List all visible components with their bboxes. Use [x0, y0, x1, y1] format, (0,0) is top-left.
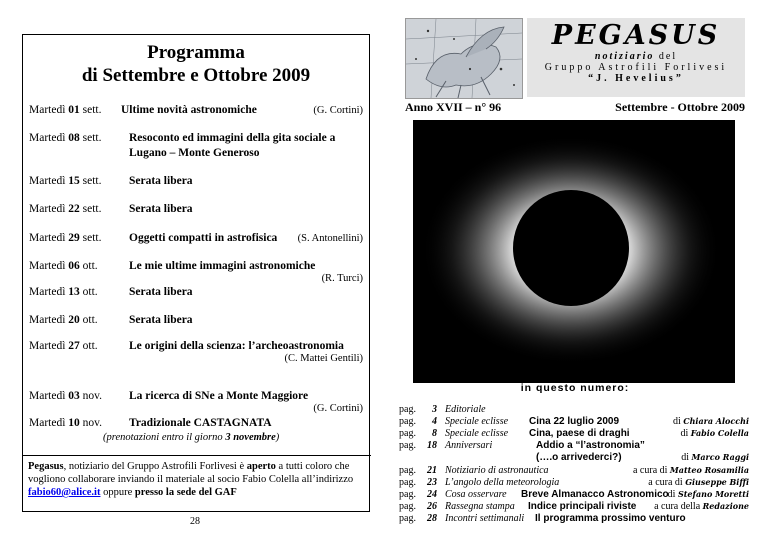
solar-eclipse-image — [413, 120, 735, 383]
toc-section: Notiziario di astronautica — [445, 465, 549, 476]
event-month: nov. — [82, 417, 103, 429]
event-date: 15 — [68, 175, 80, 187]
event-row — [29, 104, 363, 116]
box-bold-3: presso la sede del GAF — [134, 487, 237, 498]
toc-author-name: Stefano Moretti — [677, 489, 749, 499]
note-date: 3 novembre — [225, 432, 276, 443]
toc-author-prefix: a cura di — [648, 477, 686, 488]
toc-author-prefix: di — [680, 428, 691, 439]
event-title: Serata libera — [129, 314, 193, 326]
event-row — [29, 232, 363, 244]
toc-pag: pag. — [399, 440, 416, 451]
event-day: Martedì — [29, 260, 66, 272]
page-number: 28 — [190, 516, 200, 527]
eclipse-photo — [413, 120, 735, 383]
title-line-1: Programma — [147, 42, 245, 63]
masthead-line-2: Gruppo Astrofili Forlivesi — [544, 62, 728, 73]
box-text-1: , notiziario del Gruppo Astrofili Forlivesi è — [63, 461, 247, 472]
toc-title: Indice principali riviste — [528, 501, 637, 512]
event-month: sett. — [82, 132, 102, 144]
toc-pag: pag. — [399, 416, 416, 427]
toc-author-name: Fabio Colella — [690, 428, 749, 438]
box-bold-1: Pegasus — [28, 461, 64, 472]
event-month: nov. — [82, 390, 103, 402]
event-speaker: (C. Mattei Gentili) — [284, 353, 363, 364]
masthead-del: del — [654, 51, 678, 62]
event-row — [29, 260, 363, 284]
masthead-notiziario: notiziario — [594, 51, 655, 62]
toc-page-number: 21 — [427, 465, 437, 476]
toc-row — [399, 489, 749, 501]
toc-title: Addio a “l’astronomia” — [536, 440, 645, 451]
event-day: Martedì — [29, 340, 66, 352]
event-title: Resoconto ed immagini della gita sociale a — [129, 132, 336, 144]
toc-author-prefix: a cura di — [632, 465, 670, 476]
toc-section: L’angolo della meteorologia — [445, 477, 560, 488]
event-day: Martedì — [29, 286, 66, 298]
email-link[interactable]: fabio60@alice.it — [28, 487, 101, 498]
event-title: La ricerca di SNe a Monte Maggiore — [129, 390, 309, 402]
event-day: Martedì — [29, 390, 66, 402]
toc-author-name: Giuseppe Biffi — [685, 477, 749, 487]
event-row — [29, 132, 363, 159]
issue-period: Settembre - Ottobre 2009 — [615, 100, 745, 114]
toc-title-cont: (….o arrivederci?) — [536, 452, 622, 463]
booking-note — [103, 432, 279, 443]
program-frame — [22, 34, 370, 512]
event-day: Martedì — [29, 132, 66, 144]
event-title: Oggetti compatti in astrofisica — [129, 232, 278, 244]
toc-pag: pag. — [399, 404, 416, 415]
event-speaker: (G. Cortini) — [313, 403, 363, 414]
event-title-cont: Lugano – Monte Generoso — [129, 147, 260, 159]
toc-author — [681, 452, 749, 463]
toc-pag: pag. — [399, 489, 416, 500]
toc-page-number: 28 — [427, 513, 437, 524]
toc-title: Breve Almanacco Astronomico — [521, 489, 669, 500]
pegasus-constellation-icon — [406, 19, 522, 98]
toc-author — [654, 501, 749, 512]
event-month: sett. — [82, 175, 102, 187]
event-row — [29, 286, 363, 298]
toc-page-number: 3 — [432, 404, 437, 415]
event-date: 06 — [68, 260, 80, 272]
event-month: ott. — [82, 340, 98, 352]
event-month: ott. — [82, 260, 98, 272]
event-date: 20 — [68, 314, 80, 326]
toc-row — [399, 465, 749, 477]
box-text-2: a tutti coloro che vogliono collaborare inviando il materiale al socio Fabio Colella all’indirizzo — [28, 461, 354, 485]
toc-page-number: 8 — [432, 428, 437, 439]
toc-section: Incontri settimanali — [445, 513, 525, 524]
issue-bar — [405, 100, 745, 115]
event-title: Ultime novità astronomiche — [121, 104, 257, 116]
event-row — [29, 417, 363, 429]
toc-pag: pag. — [399, 513, 416, 524]
toc-page-number: 26 — [427, 501, 437, 512]
event-date: 13 — [68, 286, 80, 298]
event-title: Serata libera — [129, 175, 193, 187]
toc-pag: pag. — [399, 465, 416, 476]
newsletter-title: PEGASUS — [551, 20, 721, 51]
toc-row — [399, 477, 749, 489]
toc-title: Il programma prossimo venturo — [535, 513, 686, 524]
toc-row — [399, 404, 749, 416]
event-date: 29 — [68, 232, 80, 244]
event-month: sett. — [82, 104, 102, 116]
event-date: 01 — [68, 104, 80, 116]
in-this-issue-heading: in questo numero: — [520, 382, 630, 394]
event-row — [29, 175, 363, 187]
event-row — [29, 340, 363, 364]
toc-section: Speciale eclisse — [445, 416, 509, 427]
toc-title: Cina, paese di draghi — [529, 428, 630, 439]
toc-author-name: Chiara Alocchi — [683, 416, 749, 426]
toc-row — [399, 428, 749, 440]
event-row — [29, 203, 363, 215]
program-title — [23, 41, 369, 87]
event-day: Martedì — [29, 175, 66, 187]
event-row — [29, 314, 363, 326]
toc-author — [648, 477, 749, 488]
toc-page-number: 23 — [427, 477, 437, 488]
event-month: ott. — [82, 314, 98, 326]
event-date: 03 — [68, 390, 80, 402]
event-title: Serata libera — [129, 286, 193, 298]
toc-pag: pag. — [399, 501, 416, 512]
toc-page-number: 18 — [427, 440, 437, 451]
toc-author — [668, 489, 749, 500]
event-title: Serata libera — [129, 203, 193, 215]
event-day: Martedì — [29, 104, 66, 116]
toc-author — [633, 465, 749, 476]
note-text-end: ) — [275, 432, 280, 443]
toc-author-prefix: a cura della — [654, 501, 703, 512]
toc-author-name: Marco Raggi — [691, 452, 749, 462]
event-month: sett. — [82, 232, 102, 244]
toc-section: Speciale eclisse — [445, 428, 509, 439]
toc-row — [399, 513, 749, 525]
toc-author-prefix: di — [667, 489, 678, 500]
toc-author-prefix: di — [681, 452, 692, 463]
toc-author-name: Matteo Rosamilia — [669, 465, 749, 475]
constellation-map-image — [405, 18, 523, 99]
program-page — [22, 34, 370, 512]
toc-row — [399, 501, 749, 513]
toc-row — [399, 440, 749, 464]
event-row — [29, 390, 363, 414]
event-date: 10 — [68, 417, 80, 429]
toc-page-number: 4 — [432, 416, 437, 427]
toc-row — [399, 416, 749, 428]
toc-title: Cina 22 luglio 2009 — [529, 416, 620, 427]
note-text: (prenotazioni entro il giorno — [103, 432, 226, 443]
event-day: Martedì — [29, 417, 66, 429]
contribution-box — [23, 455, 371, 503]
toc-author-prefix: di — [672, 416, 684, 427]
toc-section: Cosa osservare — [445, 489, 507, 500]
event-day: Martedì — [29, 232, 66, 244]
toc-author — [673, 416, 749, 427]
event-speaker: (G. Cortini) — [313, 105, 363, 116]
masthead-line-1 — [527, 51, 745, 62]
event-month: sett. — [82, 203, 102, 215]
toc-pag: pag. — [399, 477, 416, 488]
toc-page-number: 24 — [427, 489, 437, 500]
toc-author-name: Redazione — [702, 501, 749, 511]
box-text-3: oppure — [100, 487, 135, 498]
event-day: Martedì — [29, 314, 66, 326]
toc-section: Rassegna stampa — [445, 501, 515, 512]
masthead — [405, 18, 745, 98]
event-title: Le mie ultime immagini astronomiche — [129, 260, 316, 272]
event-speaker: (R. Turci) — [321, 273, 363, 284]
masthead-line-3: “J. Hevelius” — [588, 73, 684, 84]
issue-number: Anno XVII – n° 96 — [405, 100, 502, 114]
toc-section: Editoriale — [445, 404, 486, 415]
event-title: Le origini della scienza: l’archeoastronomia — [129, 340, 344, 352]
event-month: ott. — [82, 286, 98, 298]
toc-pag: pag. — [399, 428, 416, 439]
box-bold-2: aperto — [246, 461, 276, 472]
title-line-2: di Settembre e Ottobre 2009 — [81, 65, 311, 86]
toc-author — [680, 428, 749, 439]
event-speaker: (S. Antonellini) — [297, 233, 363, 244]
event-date: 22 — [68, 203, 80, 215]
event-date: 27 — [68, 340, 80, 352]
event-date: 08 — [68, 132, 80, 144]
event-title: Tradizionale CASTAGNATA — [129, 417, 272, 429]
masthead-title-block — [527, 18, 745, 97]
event-day: Martedì — [29, 203, 66, 215]
toc-section: Anniversari — [445, 440, 493, 451]
